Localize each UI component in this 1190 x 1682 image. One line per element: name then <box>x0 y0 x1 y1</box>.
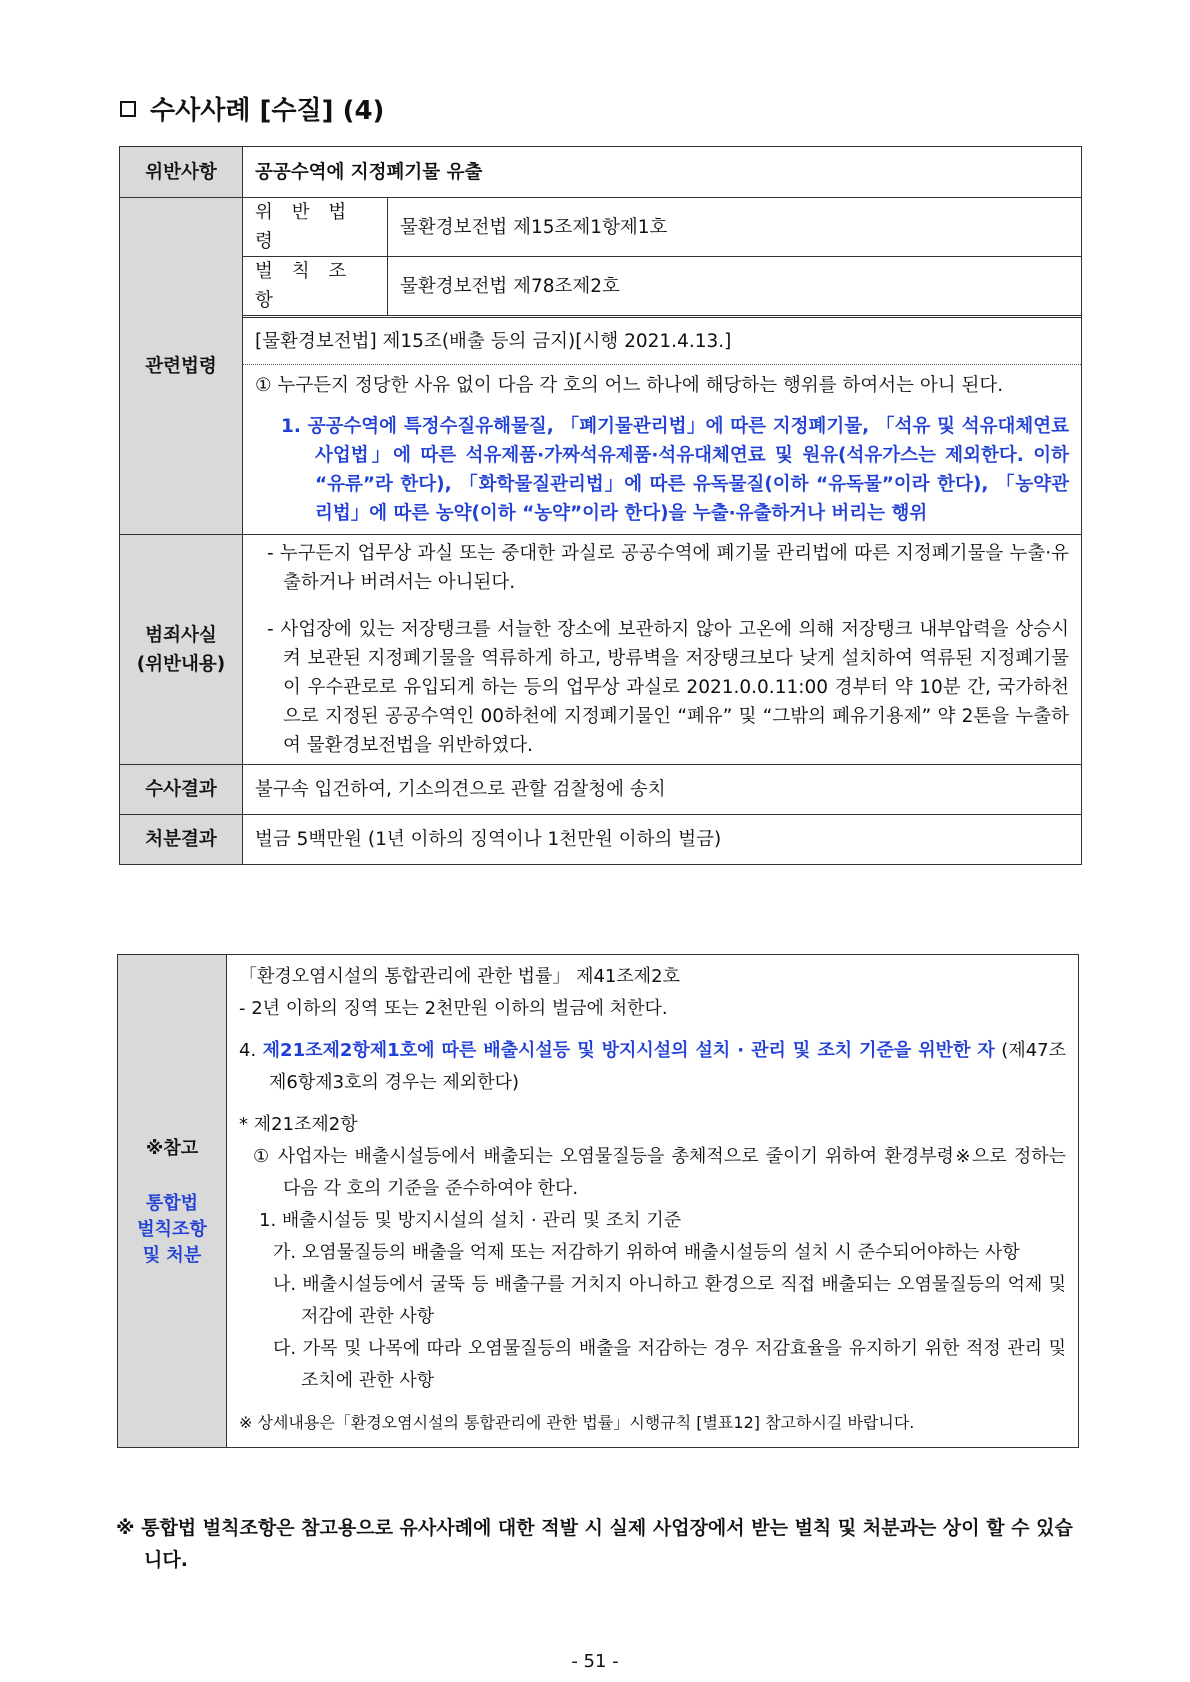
reference-body <box>227 955 1079 1448</box>
violation-value: 공공수역에 지정폐기물 유출 <box>243 147 1082 198</box>
law-cell <box>243 198 1082 535</box>
crime-body <box>243 535 1082 765</box>
crime-para1: - 누구든지 업무상 과실 또는 중대한 과실로 공공수역에 폐기물 관리법에 따른 지정폐기물을 누출·유출하거나 버려서는 아니된다. <box>267 543 1069 593</box>
section-title <box>120 90 384 127</box>
violated-law-label: 위 반 법 령 <box>243 198 388 257</box>
ref-law-title: 「환경오염시설의 통합관리에 관한 법률」 제41조제2호 <box>239 966 681 987</box>
violation-label: 위반사항 <box>120 147 243 198</box>
reference-label-blue1: 통합법 <box>145 1193 199 1214</box>
reference-table <box>117 954 1079 1448</box>
result-value: 불구속 입건하여, 기소의견으로 관할 검찰청에 송치 <box>243 765 1082 815</box>
ref-sub-da: 다. 가목 및 나목에 따라 오염물질등의 배출을 저감하는 경우 저감효율을 유지하기 위한 적정 관리 및 조치에 관한 사항 <box>273 1338 1066 1391</box>
case-table <box>119 146 1082 865</box>
disposition-label: 처분결과 <box>120 815 243 865</box>
footnote: ※ 통합법 벌칙조항은 참고용으로 유사사례에 대한 적발 시 실제 사업장에서 받는 벌칙 및 처분과는 상이 할 수 있습니다. <box>116 1517 1073 1571</box>
violated-law-value: 물환경보전법 제15조제1항제1호 <box>388 198 1082 257</box>
penalty-law-value: 물환경보전법 제78조제2호 <box>388 257 1082 317</box>
disposition-value: 벌금 5백만원 (1년 이하의 징역이나 1천만원 이하의 벌금) <box>243 815 1082 865</box>
penalty-law-label: 벌 칙 조 항 <box>243 257 388 317</box>
article-clause: ① 누구든지 정당한 사유 없이 다음 각 호의 어느 하나에 해당하는 행위를 하여서는 아니 된다. <box>255 375 1004 396</box>
law-label: 관련법령 <box>120 198 243 535</box>
article-title: [물환경보전법] 제15조(배출 등의 금지)[시행 2021.4.13.] <box>255 330 732 352</box>
ref-sub1: 1. 배출시설등 및 방지시설의 설치 · 관리 및 조치 기준 <box>259 1210 682 1231</box>
crime-label-line2: (위반내용) <box>136 653 226 675</box>
ref-item4-rest: (제47조제6항제3호의 경우는 제외한다) <box>269 1040 1066 1093</box>
crime-para2: - 사업장에 있는 저장탱크를 서늘한 장소에 보관하지 않아 고온에 의해 저장탱크 내부압력을 상승시켜 보관된 지정폐기물을 역류하게 하고, 방류벽을 저장탱크보다 낮게 설치하여 역류된 지정폐기물이 우수관로로 유입되게 하는 등의 업무상 과실로 2021.0.0.11:00 경부터 약 10분 간, 국가하천으로 지정된 공공수역인 00하천에 지정폐기물인 “폐유” 및 “그밖의 폐유기용제” 약 2톤을 누출하여 물환경보전법을 위반하였다. <box>267 619 1069 756</box>
ref-item4-blue: 제21조제2항제1호에 따른 배출시설등 및 방지시설의 설치 · 관리 및 조치 기준을 위반한 자 <box>262 1040 995 1061</box>
ref-penalty: - 2년 이하의 징역 또는 2천만원 이하의 벌금에 처한다. <box>239 998 668 1019</box>
law-subtable <box>243 198 1081 534</box>
ref-item4-num: 4. <box>239 1040 257 1061</box>
article-body <box>243 365 1081 535</box>
result-label: 수사결과 <box>120 765 243 815</box>
ref-note: ※ 상세내용은「환경오염시설의 통합관리에 관한 법률」시행규칙 [별표12] 참고하시길 바랍니다. <box>239 1413 915 1432</box>
article-item1: 1. 공공수역에 특정수질유해물질, 「폐기물관리법」에 따른 지정폐기물, 「석유 및 석유대체연료 사업법」에 따른 석유제품·가짜석유제품·석유대체연료 및 원유(석유가스는 제외한다. 이하 “유류”라 한다), 「화학물질관리법」에 따른 유독물질(이하 “유독물”이라 한다), 「농약관리법」에 따른 농약(이하 “농약”이라 한다)을 누출·유출하거나 버리는 행위 <box>281 416 1069 524</box>
reference-label-blue2: 벌칙조항 <box>137 1219 207 1240</box>
reference-label-blue3: 및 처분 <box>142 1245 202 1266</box>
ref-sub-na: 나. 배출시설등에서 굴뚝 등 배출구를 거치지 아니하고 환경으로 직접 배출되는 오염물질등의 억제 및 저감에 관한 사항 <box>273 1274 1066 1327</box>
crime-label <box>120 535 243 765</box>
ref-art: * 제21조제2항 <box>239 1114 358 1135</box>
page-number: - 51 - <box>571 1651 619 1672</box>
reference-label-top: ※참고 <box>145 1138 199 1159</box>
reference-label <box>118 955 227 1448</box>
checkbox-square-icon <box>120 101 136 117</box>
ref-sub-ga: 가. 오염물질등의 배출을 억제 또는 저감하기 위하여 배출시설등의 설치 시 준수되어야하는 사항 <box>273 1242 1020 1263</box>
crime-label-line1: 범죄사실 <box>145 624 217 646</box>
section-title-text: 수사사례 [수질] (4) <box>150 96 385 126</box>
ref-clause1: ① 사업자는 배출시설등에서 배출되는 오염물질등을 총체적으로 줄이기 위하여 환경부령※으로 정하는 다음 각 호의 기준을 준수하여야 한다. <box>253 1146 1066 1199</box>
ref-item4 <box>239 1035 1066 1099</box>
